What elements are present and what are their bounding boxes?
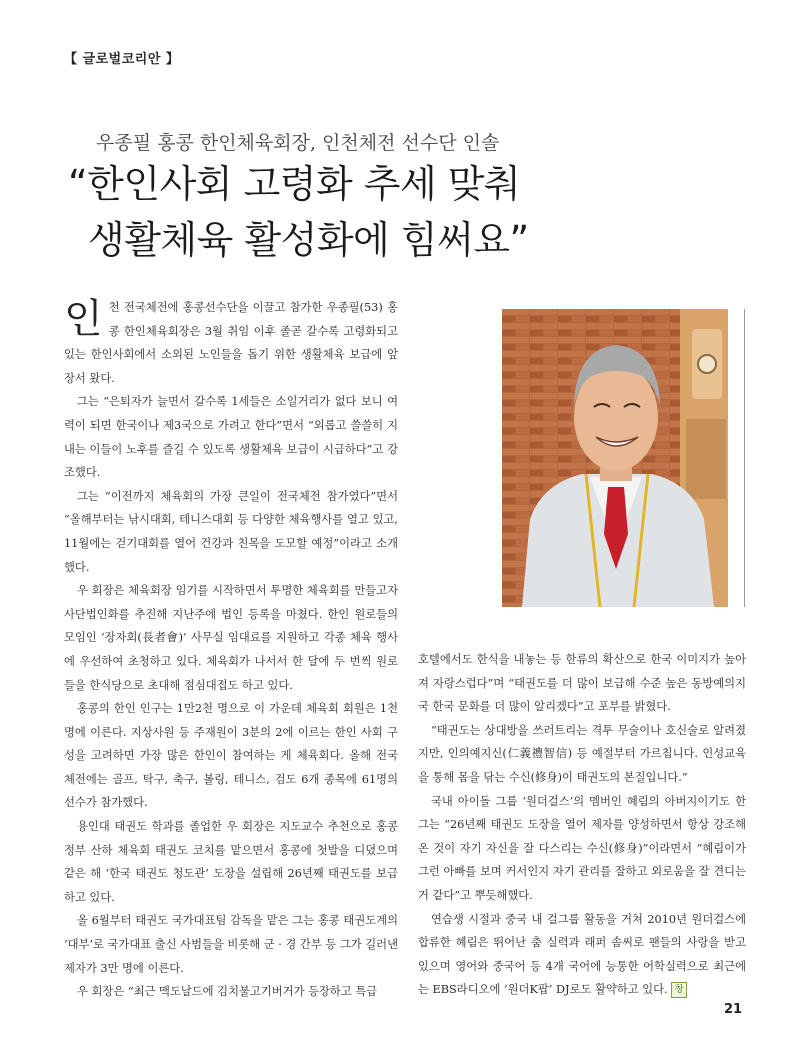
paragraph-text: 연습생 시절과 중국 내 걸그룹 활동을 거쳐 2010년 원더걸스에 합류한 혜림은 뛰어난 춤 실력과 래퍼 솜씨로 팬들의 사랑을 받고 있으며 영어와 중국어 등 4개 국어에 능통한 어학실력으로 최근에는 EBS라디오에 ‘원더K팝’ DJ로도 활약하고 있다. (418, 912, 746, 997)
paragraph: 올 6월부터 태권도 국가대표팀 감독을 맡은 그는 홍콩 태권도계의 ‘대부’로 국가대표 출신 사범들을 비롯해 군 · 경 간부 등 그가 길러낸 제자가 3만 명에 이른다. (64, 914, 399, 975)
article-column-left (64, 296, 398, 1004)
page-number: 21 (724, 1002, 743, 1017)
headline-line-1: “한인사회 고령화 추세 맞춰 (68, 162, 521, 206)
paragraph: 용인대 태권도 학과를 졸업한 우 회장은 지도교수 추천으로 홍콩정부 산하 체육회 태권도 코치를 맡으면서 홍콩에 첫발을 디뎠으며 같은 해 ‘한국 태권도 청도관’ 도장을 설립해 26년째 태권도를 보급하고 있다. (64, 820, 398, 904)
headline-line-2: 생활체육 활성화에 힘써요” (88, 218, 529, 262)
paragraph: 우 회장은 체육회장 임기를 시작하면서 투명한 체육회를 만들고자 사단법인화를 추진해 지난주에 법인 등록을 마쳤다. 한인 원로들의 모임인 ‘장자회(長者會)’ 사무실 임대료를 지원하고 각종 체육 행사에 우선하여 초청하고 있다. 체육회가 나서서 한 달에 두 번씩 원로들을 한식당으로 초대해 점심대접도 하고 있다. (64, 584, 398, 692)
paragraph: “태권도는 상대방을 쓰러트리는 격투 무술이나 호신술로 알려졌지만, 인의예지신(仁義禮智信) 등 예절부터 가르칩니다. 인성교육을 통해 몸을 닦는 수신(修身)이 태권도의 본질입니다.” (418, 723, 746, 784)
paragraph: 국내 아이돌 그룹 ‘원더걸스’의 멤버인 혜림의 아버지이기도 한 그는 “26년째 태권도 도장을 열어 제자를 양성하면서 항상 강조해온 것이 자기 자신을 잘 다스리는 수신(修身)”이라면서 “혜림이가 그런 아빠를 보며 커서인지 자기 관리를 잘하고 외로움을 잘 견디는 거 같다”고 뿌듯해했다. (418, 794, 746, 902)
paragraph: 호텔에서도 한식을 내놓는 등 한류의 확산으로 한국 이미지가 높아져 자랑스럽다”며 “태권도를 더 많이 보급해 수준 높은 동방예의지국 한국 문화를 더 많이 알리겠다”고 포부를 밝혔다. (418, 653, 746, 714)
drop-cap: 인 (64, 296, 103, 342)
paragraph: 홍콩의 한인 인구는 1만2천 명으로 이 가운데 체육회 회원은 1천 명에 이른다. 지상사원 등 주재원이 3분의 2에 이르는 한인 사회 구성을 고려하면 가장 많은 한인이 참여하는 게 체육회다. 올해 전국 체전에는 골프, 탁구, 축구, 볼링, 테니스, 검도 6개 종목에 61명의 선수가 참가했다. (64, 702, 398, 810)
article-column-right (418, 648, 746, 1002)
paragraph: 그는 “은퇴자가 늘면서 갈수록 1세들은 소일거리가 없다 보니 여력이 되면 한국이나 제3국으로 가려고 한다”면서 “외롭고 쓸쓸히 지내는 이들이 노후를 즐길 수 있도록 생활체육 보급이 시급하다”고 강조했다. (64, 395, 398, 480)
paragraph: 그는 “이전까지 체육회의 가장 큰일이 전국체전 참가였다”면서 “올해부터는 낚시대회, 테니스대회 등 다양한 체육행사를 열고 있고, 11월에는 걷기대회를 열어 건강과 친목을 도모할 예정”이라고 소개했다. (64, 489, 398, 574)
column-divider (744, 309, 745, 607)
end-mark-icon: 창 (671, 982, 687, 998)
paragraph (64, 296, 398, 390)
paragraph-text: 천 전국체전에 홍콩선수단을 이끌고 참가한 우종필(53) 홍콩 한인체육회장은 3월 취임 이후 졸곧 갈수록 고령화되고 있는 한인사회에서 소외된 노인들을 돕기 위한 생활체육 보급에 앞장서 왔다. (64, 301, 398, 385)
portrait-photo (502, 309, 728, 607)
section-label: 【 글로벌코리안 】 (64, 52, 180, 67)
paragraph (418, 908, 746, 1002)
article-subtitle: 우종필 홍콩 한인체육회장, 인천체전 선수단 인솔 (96, 132, 500, 154)
paragraph: 우 회장은 “최근 맥도날드에 김치불고기버거가 등장하고 특급 (77, 985, 378, 999)
article-headline (68, 156, 748, 268)
